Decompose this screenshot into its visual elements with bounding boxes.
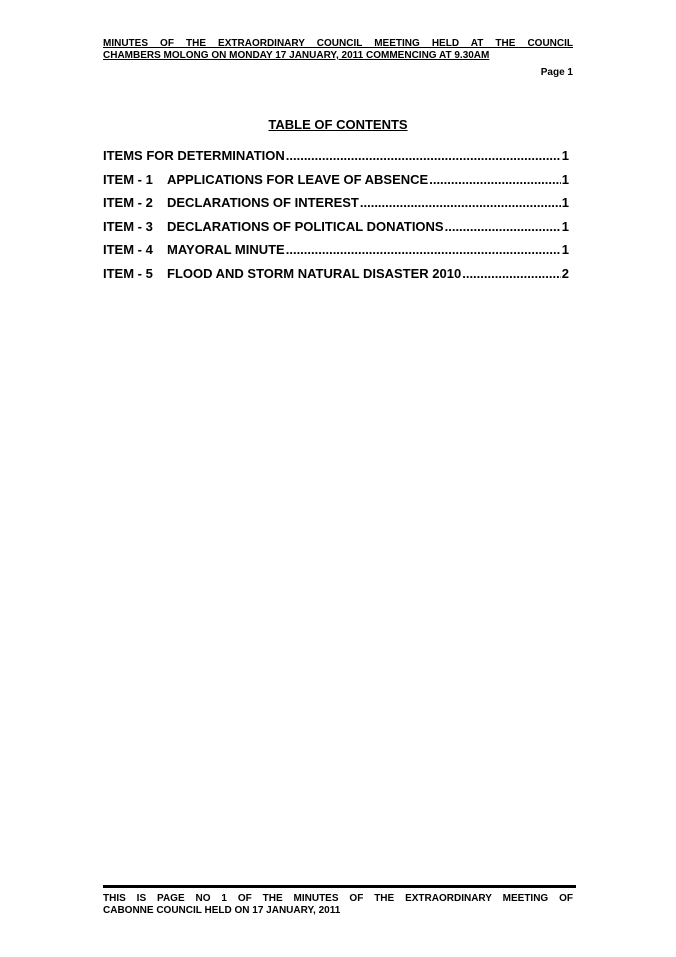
toc-leader-dots (360, 195, 561, 211)
toc-entry-text: DECLARATIONS OF POLITICAL DONATIONS (167, 218, 444, 234)
toc-entry-number: ITEM - 4 (103, 242, 153, 257)
toc-entry-number: ITEM - 1 (103, 171, 153, 187)
header-title-line-1: MINUTES OF THE EXTRAORDINARY COUNCIL MEETING HELD AT THE COUNCIL (103, 38, 573, 49)
toc-entry-items-for-determination[interactable] (103, 148, 569, 172)
toc-entry-text: DECLARATIONS OF INTEREST (167, 195, 359, 210)
toc-entry-page: 2 (561, 265, 569, 281)
toc-title: TABLE OF CONTENTS (268, 117, 408, 132)
page-footer (103, 893, 573, 917)
toc-entry-number: ITEM - 3 (103, 218, 153, 234)
toc-entry-item-1[interactable] (103, 172, 569, 196)
toc-entry-page: 1 (561, 242, 569, 257)
toc-leader-dots (445, 219, 561, 235)
toc-entry-number: ITEM - 2 (103, 195, 153, 210)
toc-entry-page: 1 (561, 148, 569, 163)
footer-divider (103, 885, 576, 888)
toc-leader-dots (429, 172, 561, 188)
toc-leader-dots (286, 242, 561, 258)
toc-entry-item-2[interactable] (103, 195, 569, 219)
footer-line-2: CABONNE COUNCIL HELD ON 17 JANUARY, 2011 (103, 905, 341, 916)
page-number-label: Page 1 (540, 67, 573, 78)
page-header (103, 38, 573, 62)
toc-entry-item-5[interactable] (103, 266, 569, 290)
toc-entry-page: 1 (561, 171, 569, 187)
footer-line-1: THIS IS PAGE NO 1 OF THE MINUTES OF THE EXTRAORDINARY MEETING OF (103, 893, 573, 904)
toc-leader-dots (462, 266, 561, 282)
table-of-contents (103, 148, 569, 289)
header-title-line-2: CHAMBERS MOLONG ON MONDAY 17 JANUARY, 2011 COMMENCING AT 9.30AM (103, 50, 490, 61)
toc-entry-item-4[interactable] (103, 242, 569, 266)
toc-entry-page: 1 (561, 218, 569, 234)
toc-entry-text: APPLICATIONS FOR LEAVE OF ABSENCE (167, 171, 429, 187)
toc-entry-text: FLOOD AND STORM NATURAL DISASTER 2010 (167, 265, 462, 281)
toc-leader-dots (286, 148, 561, 164)
toc-entry-item-3[interactable] (103, 219, 569, 243)
toc-entry-page: 1 (561, 195, 569, 210)
toc-entry-text: MAYORAL MINUTE (167, 242, 285, 257)
toc-entry-text: ITEMS FOR DETERMINATION (103, 148, 285, 163)
toc-entry-number: ITEM - 5 (103, 265, 153, 281)
